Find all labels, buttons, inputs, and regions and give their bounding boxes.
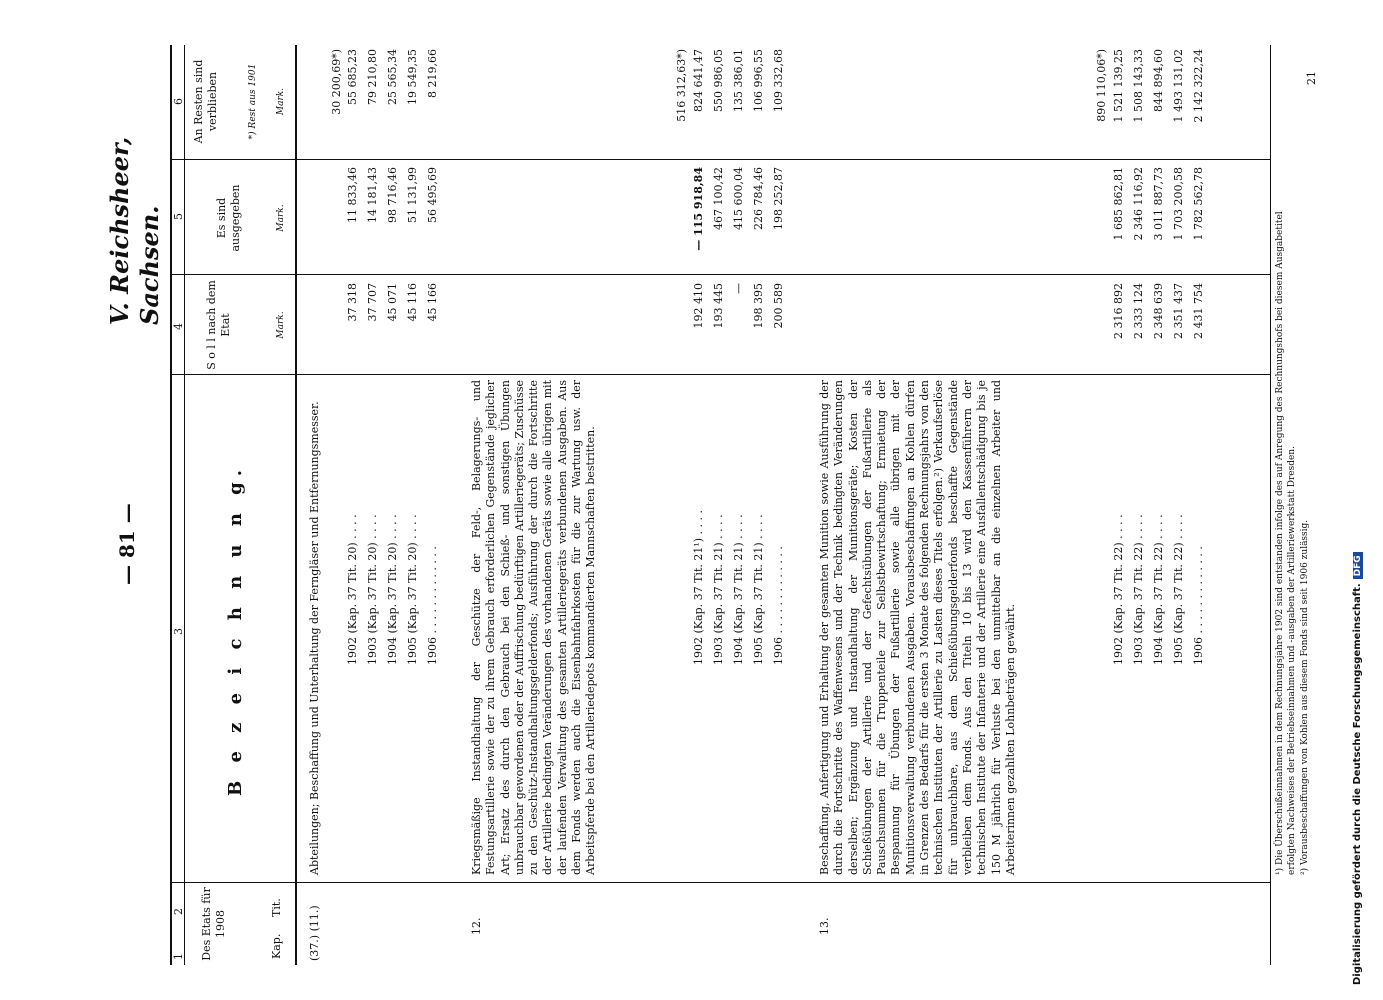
chapter-title: V. Reichsheer, Sachsen. [105,136,164,325]
row2-ausg-1905: 226 784,46 [752,167,765,230]
row3-rest-1902: 1 521 139,25 [1112,49,1125,123]
row2-year-1905: 1905 (Kap. 37 Tit. 21) . . . . [752,514,765,665]
row3-soll-1904: 2 348 639 [1152,283,1165,339]
col-number-1: 1 [172,953,185,960]
ausgegeben-header: Es sind ausgegeben [215,184,242,252]
row1-ausg-1906: 56 495,69 [426,167,439,223]
row2-ausg-1902: — 115 918,84 [692,167,705,251]
row3-ausg-1906: 1 782 562,78 [1192,167,1205,241]
row3-soll-1905: 2 351 437 [1172,283,1185,339]
page-number: — 81 — [115,503,139,585]
footnote-1: ¹) Die Überschußeinnahmen in dem Rechnungsjahre 1902 sind entstanden infolge des auf Anregung des Rechnungshofs bei diesem Ausgabetitel erfolgten Nachweises der Betriebseinnahmen und -ausgaben der Artilleriewerkstatt Dresden. [1275,211,1297,875]
etat-header: Des Etats für 1908 [200,887,227,961]
row2-soll-1903: 193 445 [712,283,725,329]
row1-opening-rest: 30 200,69*) [330,49,343,115]
row1-rest-1904: 25 565,34 [386,49,399,105]
row1-rest-1903: 79 210,80 [366,49,379,105]
row3-rest-1904: 844 894,60 [1152,49,1165,112]
row3-ausg-1905: 1 703 200,58 [1172,167,1185,241]
row1-soll-1904: 45 071 [386,283,399,322]
row1-ausg-1905: 51 131,99 [406,167,419,223]
row2-soll-1906: 200 589 [772,283,785,329]
col-number-6: 6 [172,98,185,105]
row3-rest-1903: 1 508 143,33 [1132,49,1145,123]
running-head [95,45,164,965]
row1-rest-1905: 19 549,35 [406,49,419,105]
row1-ausg-1903: 14 181,43 [366,167,379,223]
row3-soll-1903: 2 333 124 [1132,283,1145,339]
row3-ausg-1904: 3 011 887,73 [1152,167,1165,241]
row1-soll-1902: 37 318 [346,283,359,322]
row3-year-1902: 1902 (Kap. 37 Tit. 22) . . . . [1112,514,1125,665]
row2-rest-1903: 550 986,05 [712,49,725,112]
row1-soll-1906: 45 166 [426,283,439,322]
row2-description: Kriegsmäßige Instandhaltung der Geschütze der Feld-, Belagerungs- und Festungsartillerie sowie der zu ihrem Gebrauch erforderlichen Gegenstände jeglicher Art; Ersatz des durch den Gebrauch bei den Schieß- und sonstigen Übungen unbrauchbar gewordenen oder der Auffrischung bedürftigen Artilleriegeräts; Zuschüsse zu den Geschütz-Instandhaltungsgelderfonds; Ausführung der durch die Fortschritte der Artillerie bedingten Veränderungen des vorhandenen Geräts sowie alle übrigen mit der laufenden Verwaltung des gesamten Artilleriegeräts verbundenen Ausgaben. Aus dem Fonds werden auch die Eisenbahnfahrkosten für die zur Wartung usw. der Arbeitspferde bei den Artilleriedepots kommandierten Mannschaften bestritten. [470,380,598,875]
row3-year-1906: 1906 . . . . . . . . . . . . . [1192,546,1205,665]
row1-ausg-1904: 98 716,46 [386,167,399,223]
bezeichnung-header: B e z e i c h n u n g. [225,464,246,797]
col-divider-3 [170,274,1270,275]
row2-ausg-1904: 415 600,04 [732,167,745,230]
row2-opening-rest: 516 312,63*) [675,49,688,122]
col-number-5: 5 [172,213,185,220]
col-number-3: 3 [172,628,185,635]
row2-year-1902: 1902 (Kap. 37 Tit. 21¹) . . . . [692,509,705,665]
row1-soll-1905: 45 116 [406,283,419,322]
kap-header: Kap. [270,933,283,959]
row2-rest-1905: 106 996,55 [752,49,765,112]
soll-header: S o l l nach dem Etat [205,280,232,370]
row3-description: Beschaffung, Anfertigung und Erhaltung der gesamten Munition sowie Ausführung der durch die Fortschritte des Waffenwesens und der Technik bedingten Veränderungen derselben; Ergänzung und Instandhaltung der Munitionsgeräte; Kosten der Schießübungen der Artillerie und der Gefechtsübungen der Fußartillerie als Pauschsummen für die Truppenteile zur Selbstbewirtschaftung; Ermietung der Bespannung für Übungen der Fußartillerie sowie alle übrigen mit der Munitionsverwaltung verbundenen Ausgaben. Vorausbeschaffungen an Kohlen dürfen in Grenzen des Bedarfs für die ersten 3 Monate des folgenden Rechnungsjahrs von den technischen Instituten der Artillerie zu Lasten dieses Titels erfolgen.²) Verkaufserlöse für unbrauchbare, aus dem Schießübungsgelderfonds beschaffte Gegenstände verbleiben dem Fonds. Aus den Titeln 10 bis 13 wird den Kassenführern der technischen Institute der Infanterie und der Artillerie eine Ausfallentschädigung bis je 150 M jährlich für Verluste bei den unmittelbar an die einzelnen Arbeiter und Arbeiterinnen gezahlten Lohnbeträgen gewährt. [818,380,1017,875]
row2-year-1906: 1906 . . . . . . . . . . . . . [772,546,785,665]
tit-header: Tit. [270,898,283,917]
row2-ausg-1903: 467 100,42 [712,167,725,230]
row3-rest-1905: 1 493 131,02 [1172,49,1185,123]
row3-year-1905: 1905 (Kap. 37 Tit. 22) . . . . [1172,514,1185,665]
reste-header: An Resten sind verblieben [192,59,219,144]
row3-ausg-1902: 1 685 862,81 [1112,167,1125,241]
dfg-logo: DFG [1353,552,1363,579]
row2-rest-1902: 824 641,47 [692,49,705,112]
row3-ausg-1903: 2 346 116,92 [1132,167,1145,241]
digitization-credit [1352,10,1363,985]
col-number-2: 2 [172,908,185,915]
row3-soll-1906: 2 431 754 [1192,283,1205,339]
col-divider-4 [170,159,1270,160]
reste-unit: Mark. [276,87,286,116]
row1-rest-1902: 55 685,23 [346,49,359,105]
credit-text: Digitalisierung gefördert durch die Deutsche Forschungsgemeinschaft. [1352,583,1363,985]
row3-year-1903: 1903 (Kap. 37 Tit. 22) . . . . [1132,514,1145,665]
row1-year-1903: 1903 (Kap. 37 Tit. 20) . . . . [366,514,379,665]
row1-year-1905: 1905 (Kap. 37 Tit. 20) . . . . [406,514,419,665]
header-rule [295,45,297,965]
reste-note: *) Rest aus 1901 [248,63,258,140]
rotated-sheet [95,45,1325,965]
col-number-4: 4 [172,323,185,330]
row2-soll-1904: — [732,283,745,294]
row2-rest-1906: 109 332,68 [772,49,785,112]
table-top-rule [170,45,172,965]
row1-kap-tit: (37.) (11.) [308,905,321,961]
row2-rest-1904: 135 386,01 [732,49,745,112]
soll-unit: Mark. [276,311,286,339]
budget-table [170,45,1350,965]
row2-year-1903: 1903 (Kap. 37 Tit. 21) . . . . [712,514,725,665]
col-divider-1 [170,882,1270,883]
row1-ausg-1902: 11 833,46 [346,167,359,223]
row2-soll-1905: 198 395 [752,283,765,329]
row1-soll-1903: 37 707 [366,283,379,322]
footnote-2: ²) Vorausbeschaffungen von Kohlen aus diesem Fonds sind seit 1906 zulässig. [1300,519,1310,875]
row2-kap-tit: 12. [470,917,483,935]
row2-year-1904: 1904 (Kap. 37 Tit. 21) . . . . [732,514,745,665]
row1-year-1904: 1904 (Kap. 37 Tit. 20) . . . . [386,514,399,665]
row1-year-1906: 1906 . . . . . . . . . . . . . [426,546,439,665]
row3-rest-1906: 2 142 322,24 [1192,49,1205,123]
col-divider-2 [170,374,1270,375]
row2-ausg-1906: 198 252,87 [772,167,785,230]
row1-year-1902: 1902 (Kap. 37 Tit. 20) . . . . [346,514,359,665]
table-bottom-rule [1270,45,1271,965]
row3-year-1904: 1904 (Kap. 37 Tit. 22) . . . . [1152,514,1165,665]
row1-description: Abteilungen; Beschaffung und Unterhaltung der Ferngläser und Entfernungsmesser. [308,401,321,875]
ausgegeben-unit: Mark. [276,204,286,232]
row3-opening-rest: 890 110,06*) [1095,49,1108,122]
bottom-page-number: 21 [1305,71,1318,85]
row2-soll-1902: 192 410 [692,283,705,329]
row3-kap-tit: 13. [818,917,831,935]
row3-soll-1902: 2 316 892 [1112,283,1125,339]
row1-rest-1906: 8 219,66 [426,49,439,98]
column-number-rule [184,45,185,965]
